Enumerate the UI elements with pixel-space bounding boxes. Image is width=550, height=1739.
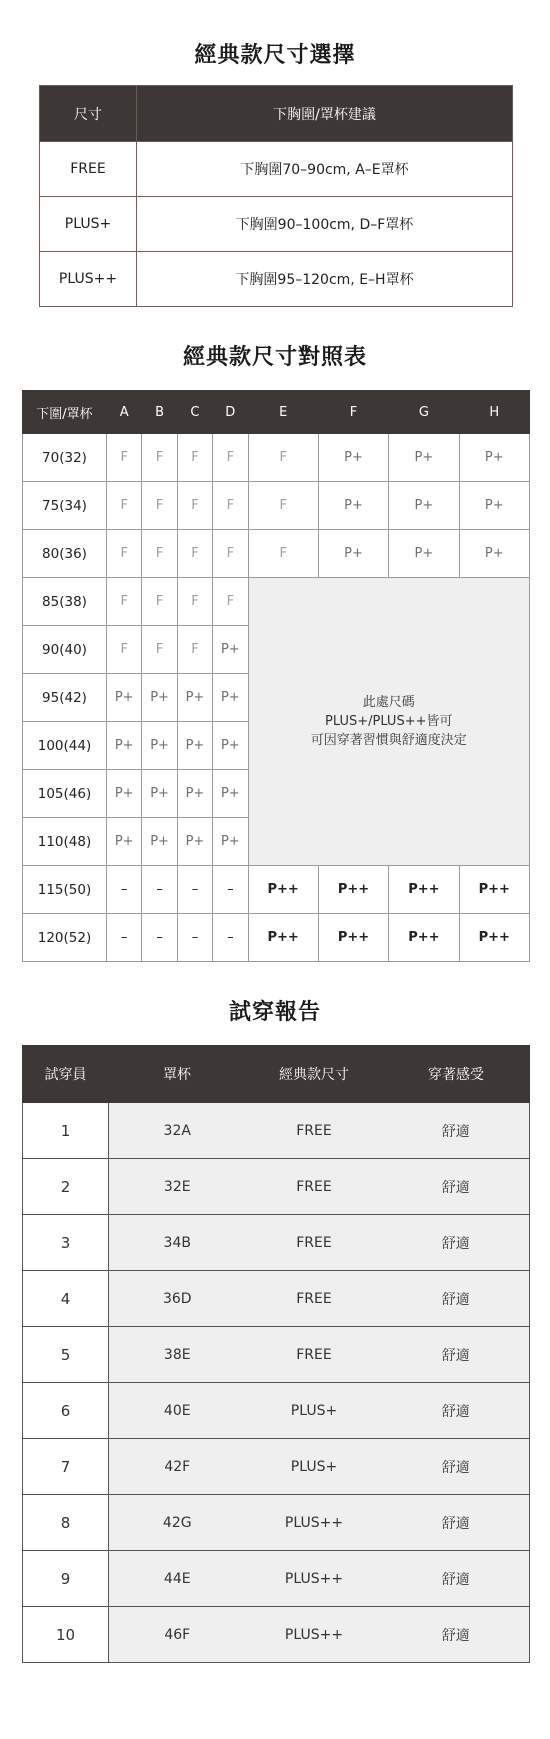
cup-header-f: F — [318, 391, 388, 434]
classic-size-value: FREE — [246, 1271, 383, 1327]
size-value: P+ — [142, 674, 177, 722]
feeling-value: 舒適 — [383, 1607, 530, 1663]
classic-size-header: 經典款尺寸 — [246, 1046, 383, 1103]
size-value: P+ — [213, 626, 248, 674]
size-value: F — [142, 578, 177, 626]
size-cell: FREE — [40, 142, 137, 197]
size-header: 尺寸 — [40, 86, 137, 142]
size-cell: PLUS+ — [40, 197, 137, 252]
tester-number: 5 — [23, 1327, 109, 1383]
classic-size-value: FREE — [246, 1215, 383, 1271]
table-row — [23, 1495, 530, 1551]
tester-number: 9 — [23, 1551, 109, 1607]
size-value: – — [177, 866, 212, 914]
table-row — [23, 1607, 530, 1663]
feeling-value: 舒適 — [383, 1271, 530, 1327]
classic-size-value: PLUS++ — [246, 1495, 383, 1551]
size-value: P++ — [459, 866, 529, 914]
recommendation-cell: 下胸圍90–100cm, D–F罩杯 — [137, 197, 513, 252]
table-row — [23, 1159, 530, 1215]
size-value: P++ — [248, 866, 318, 914]
cup-header-d: D — [213, 391, 248, 434]
cup-value: 32A — [109, 1103, 246, 1159]
table-row — [40, 252, 513, 307]
size-value: P+ — [213, 722, 248, 770]
size-value: F — [177, 530, 212, 578]
size-value: P+ — [213, 770, 248, 818]
size-value: F — [213, 434, 248, 482]
band-label: 75(34) — [23, 482, 107, 530]
cup-value: 34B — [109, 1215, 246, 1271]
size-value: F — [248, 530, 318, 578]
size-value: F — [248, 482, 318, 530]
classic-size-value: FREE — [246, 1103, 383, 1159]
tester-number: 3 — [23, 1215, 109, 1271]
size-value: P+ — [177, 770, 212, 818]
tester-number: 6 — [23, 1383, 109, 1439]
cup-value: 38E — [109, 1327, 246, 1383]
classic-size-value: FREE — [246, 1159, 383, 1215]
size-value: P+ — [177, 818, 212, 866]
size-value: P+ — [318, 530, 388, 578]
table-row — [23, 866, 530, 914]
size-value: F — [142, 530, 177, 578]
classic-size-value: FREE — [246, 1327, 383, 1383]
flexible-size-note — [248, 578, 530, 866]
band-label: 120(52) — [23, 914, 107, 962]
recommendation-header: 下胸圍/罩杯建議 — [137, 86, 513, 142]
classic-size-value: PLUS+ — [246, 1439, 383, 1495]
tester-header: 試穿員 — [23, 1046, 109, 1103]
table-row — [23, 530, 530, 578]
size-value: F — [107, 530, 142, 578]
feeling-header: 穿著感受 — [383, 1046, 530, 1103]
cup-header-a: A — [107, 391, 142, 434]
cup-header-e: E — [248, 391, 318, 434]
tester-number: 7 — [23, 1439, 109, 1495]
tester-number: 2 — [23, 1159, 109, 1215]
cup-value: 46F — [109, 1607, 246, 1663]
note-line: 此處尺碼 — [362, 695, 415, 710]
size-value: P+ — [142, 722, 177, 770]
size-value: P+ — [318, 434, 388, 482]
size-value: P+ — [177, 722, 212, 770]
size-chart-title: 經典款尺寸對照表 — [182, 345, 367, 370]
size-value: P+ — [389, 434, 459, 482]
table-row — [23, 1383, 530, 1439]
tester-number: 1 — [23, 1103, 109, 1159]
recommendation-cell: 下胸圍95–120cm, E–H罩杯 — [137, 252, 513, 307]
size-value: P++ — [318, 866, 388, 914]
size-value: P+ — [142, 818, 177, 866]
table-row — [40, 197, 513, 252]
size-value: F — [213, 530, 248, 578]
size-value: F — [213, 482, 248, 530]
feeling-value: 舒適 — [383, 1551, 530, 1607]
size-value: F — [177, 482, 212, 530]
size-value: P+ — [107, 674, 142, 722]
cup-value: 44E — [109, 1551, 246, 1607]
feeling-value: 舒適 — [383, 1383, 530, 1439]
table-row — [23, 1327, 530, 1383]
band-label: 85(38) — [23, 578, 107, 626]
fitting-report-title: 試穿報告 — [228, 1000, 321, 1025]
size-value: – — [177, 914, 212, 962]
size-value: F — [213, 578, 248, 626]
size-value: – — [213, 866, 248, 914]
band-label: 90(40) — [23, 626, 107, 674]
classic-size-value: PLUS++ — [246, 1551, 383, 1607]
size-value: P+ — [213, 818, 248, 866]
feeling-value: 舒適 — [383, 1495, 530, 1551]
size-value: P++ — [318, 914, 388, 962]
table-row — [23, 578, 530, 626]
feeling-value: 舒適 — [383, 1215, 530, 1271]
note-line: PLUS+/PLUS++皆可 — [325, 714, 453, 729]
size-value: F — [142, 434, 177, 482]
size-value: – — [107, 866, 142, 914]
size-value: F — [107, 482, 142, 530]
band-label: 80(36) — [23, 530, 107, 578]
size-value: P+ — [318, 482, 388, 530]
size-value: F — [177, 434, 212, 482]
table-row — [40, 142, 513, 197]
table-row — [23, 914, 530, 962]
size-value: P+ — [459, 434, 529, 482]
recommendation-cell: 下胸圍70–90cm, A–E罩杯 — [137, 142, 513, 197]
fitting-report-table — [22, 1045, 530, 1663]
cup-value: 40E — [109, 1383, 246, 1439]
classic-size-value: PLUS+ — [246, 1383, 383, 1439]
size-value: F — [177, 578, 212, 626]
band-label: 110(48) — [23, 818, 107, 866]
size-value: P+ — [177, 674, 212, 722]
band-label: 100(44) — [23, 722, 107, 770]
size-value: P+ — [107, 818, 142, 866]
size-selection-title: 經典款尺寸選擇 — [194, 43, 356, 68]
size-value: F — [177, 626, 212, 674]
band-label: 105(46) — [23, 770, 107, 818]
table-row — [23, 1103, 530, 1159]
feeling-value: 舒適 — [383, 1159, 530, 1215]
cup-value: 36D — [109, 1271, 246, 1327]
size-chart-table — [22, 390, 530, 962]
size-value: P+ — [142, 770, 177, 818]
note-line: 可因穿著習慣與舒適度決定 — [310, 733, 467, 748]
size-value: P+ — [459, 530, 529, 578]
cup-value: 42F — [109, 1439, 246, 1495]
corner-header: 下圍/罩杯 — [23, 391, 107, 434]
size-value: P+ — [107, 770, 142, 818]
size-value: F — [142, 482, 177, 530]
table-row — [23, 1215, 530, 1271]
size-cell: PLUS++ — [40, 252, 137, 307]
band-label: 115(50) — [23, 866, 107, 914]
size-value: P+ — [107, 722, 142, 770]
table-row — [23, 1439, 530, 1495]
size-value: P+ — [389, 482, 459, 530]
cup-header-h: H — [459, 391, 529, 434]
size-value: F — [107, 578, 142, 626]
size-selection-table — [39, 85, 513, 307]
size-value: F — [107, 434, 142, 482]
table-row — [23, 1271, 530, 1327]
cup-header-g: G — [389, 391, 459, 434]
cup-value: 42G — [109, 1495, 246, 1551]
table-row — [23, 482, 530, 530]
size-value: – — [213, 914, 248, 962]
size-value: P++ — [389, 866, 459, 914]
tester-number: 8 — [23, 1495, 109, 1551]
size-value: P+ — [389, 530, 459, 578]
band-label: 95(42) — [23, 674, 107, 722]
size-value: – — [107, 914, 142, 962]
size-value: P++ — [459, 914, 529, 962]
size-value: F — [107, 626, 142, 674]
feeling-value: 舒適 — [383, 1439, 530, 1495]
feeling-value: 舒適 — [383, 1103, 530, 1159]
size-value: P+ — [213, 674, 248, 722]
cup-header: 罩杯 — [109, 1046, 246, 1103]
table-row — [23, 434, 530, 482]
classic-size-value: PLUS++ — [246, 1607, 383, 1663]
feeling-value: 舒適 — [383, 1327, 530, 1383]
size-value: P++ — [248, 914, 318, 962]
size-value: – — [142, 866, 177, 914]
band-label: 70(32) — [23, 434, 107, 482]
size-value: – — [142, 914, 177, 962]
cup-header-b: B — [142, 391, 177, 434]
size-value: P+ — [459, 482, 529, 530]
tester-number: 10 — [23, 1607, 109, 1663]
tester-number: 4 — [23, 1271, 109, 1327]
table-row — [23, 1551, 530, 1607]
size-value: F — [142, 626, 177, 674]
cup-header-c: C — [177, 391, 212, 434]
size-value: P++ — [389, 914, 459, 962]
size-value: F — [248, 434, 318, 482]
cup-value: 32E — [109, 1159, 246, 1215]
